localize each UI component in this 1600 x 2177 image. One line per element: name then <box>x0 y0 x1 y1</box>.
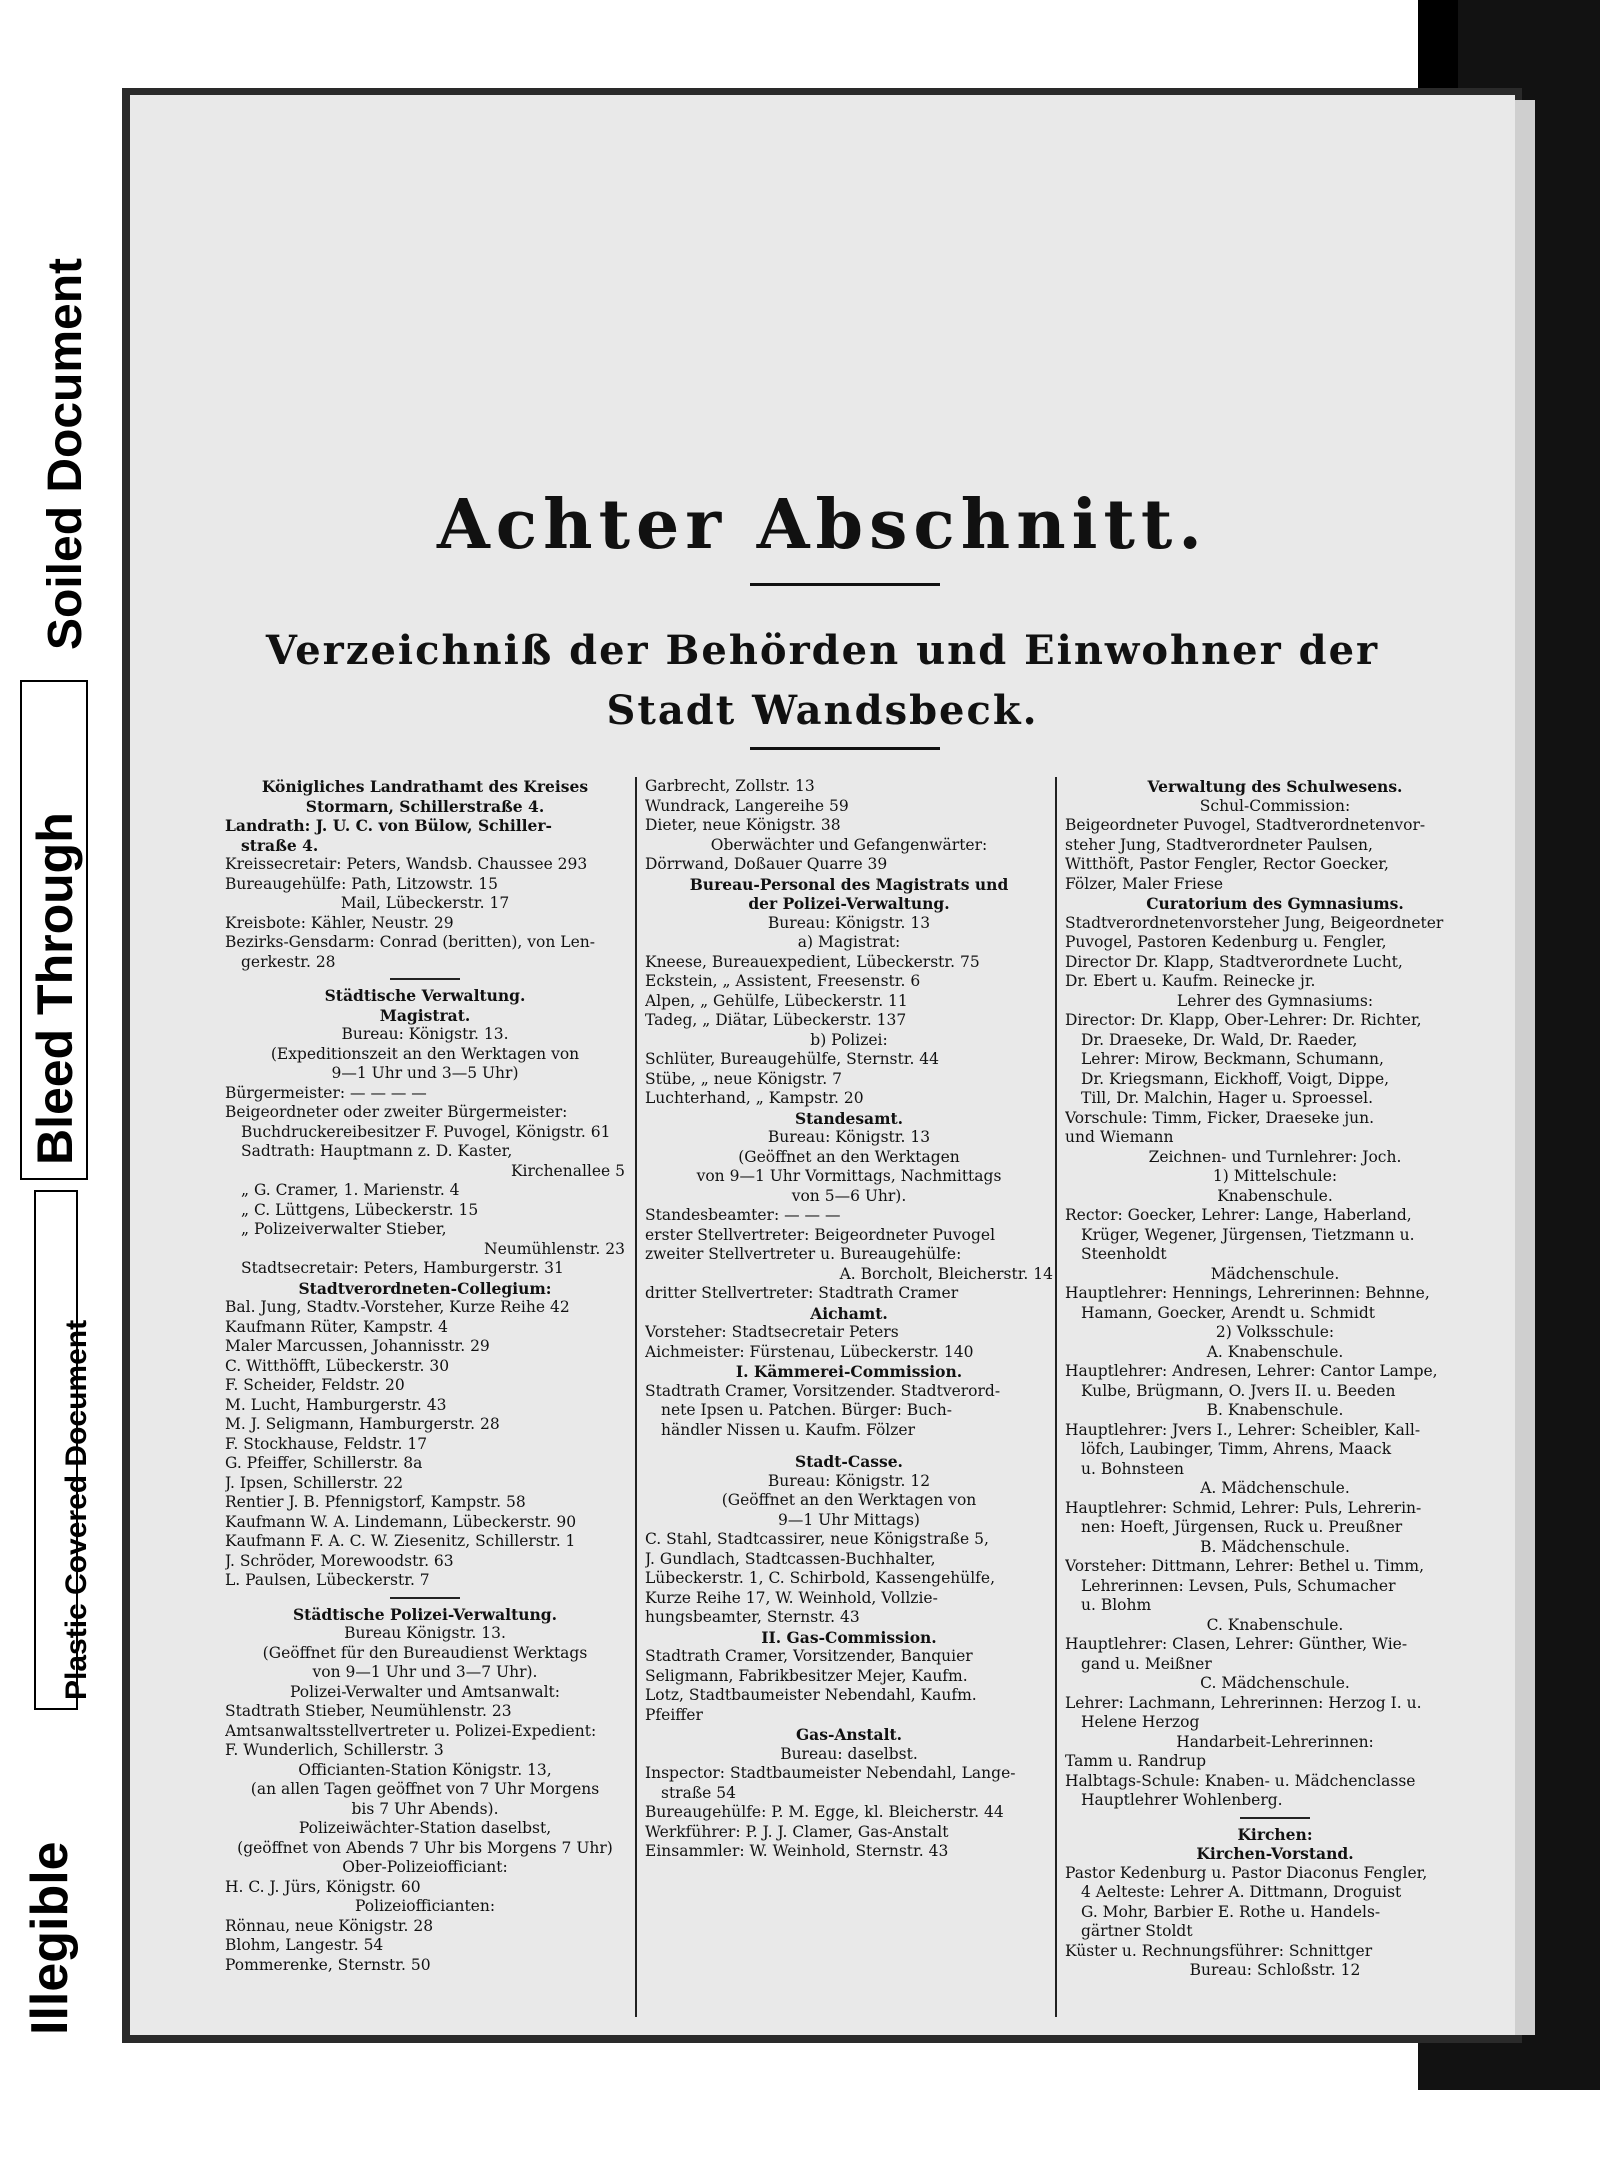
directory-entry: Wundrack, Langereihe 59 <box>645 796 849 815</box>
directory-entry: Witthöft, Pastor Fengler, Rector Goecker, <box>1065 855 1389 873</box>
directory-entry: Stübe, „ neue Königstr. 7 <box>645 1069 842 1088</box>
directory-entry: Hauptlehrer Wohlenberg. <box>1081 1791 1283 1809</box>
directory-entry: „ Polizeiverwalter Stieber, <box>241 1220 447 1238</box>
directory-entry: Kreisbote: Kähler, Neustr. 29 <box>225 913 454 932</box>
stamp-bleed-through: Bleed Through <box>27 812 83 1165</box>
directory-entry: B. Knabenschule. <box>1206 1401 1344 1419</box>
directory-entry: (an allen Tagen geöffnet von 7 Uhr Morgens <box>250 1780 600 1798</box>
directory-entry: Kaufmann Rüter, Kampstr. 4 <box>225 1317 449 1336</box>
directory-entry: Krüger, Wegener, Jürgensen, Tietzmann u. <box>1081 1225 1415 1244</box>
directory-entry: A. Mädchenschule. <box>1200 1479 1350 1497</box>
directory-entry: J. Ipsen, Schillerstr. 22 <box>225 1473 404 1492</box>
directory-heading: Stormarn, Schillerstraße 4. <box>305 796 545 816</box>
directory-entry: Bureau: Königstr. 13 <box>767 1128 931 1146</box>
directory-entry: gärtner Stoldt <box>1081 1922 1193 1940</box>
directory-entry: Stadtrath Stieber, Neumühlenstr. 23 <box>225 1702 512 1720</box>
directory-entry: 4 Aelteste: Lehrer A. Dittmann, Droguist <box>1081 1883 1402 1901</box>
section-rule <box>390 978 460 980</box>
directory-entry: Pastor Kedenburg u. Pastor Diaconus Fengler, <box>1065 1863 1428 1882</box>
directory-entry: G. Mohr, Barbier E. Rothe u. Handels- <box>1081 1902 1381 1921</box>
directory-heading: Kirchen: <box>1237 1824 1313 1844</box>
directory-entry: Bürgermeister: — — — — <box>225 1083 427 1102</box>
directory-entry: „ G. Cramer, 1. Marienstr. 4 <box>241 1181 460 1199</box>
directory-entry: Sadtrath: Hauptmann z. D. Kaster, <box>241 1142 513 1160</box>
directory-entry: M. J. Seligmann, Hamburgerstr. 28 <box>225 1415 500 1433</box>
directory-entry: G. Pfeiffer, Schillerstr. 8a <box>225 1454 423 1472</box>
stamp-soiled-document: Soiled Document <box>39 257 92 650</box>
directory-entry: Hauptlehrer: Hennings, Lehrerinnen: Behnne, <box>1065 1284 1430 1302</box>
directory-entry: Dr. Kriegsmann, Eickhoff, Voigt, Dippe, <box>1081 1069 1390 1088</box>
directory-entry: nete Ipsen u. Patchen. Bürger: Buch- <box>661 1401 952 1419</box>
directory-entry: Puvogel, Pastoren Kedenburg u. Fengler, <box>1065 933 1387 951</box>
directory-entry: Garbrecht, Zollstr. 13 <box>645 777 815 795</box>
directory-entry: von 9—1 Uhr Vormittags, Nachmittags <box>696 1167 1002 1185</box>
directory-entry: Hamann, Goecker, Arendt u. Schmidt <box>1081 1303 1375 1322</box>
directory-entry: Rönnau, neue Königstr. 28 <box>225 1916 434 1935</box>
subtitle-line-2: Stadt Wandsbeck. <box>606 687 1039 734</box>
directory-entry: straße 4. <box>241 835 319 855</box>
directory-entry: C. Knabenschule. <box>1206 1615 1344 1634</box>
directory-entry: dritter Stellvertreter: Stadtrath Cramer <box>645 1284 959 1302</box>
directory-entry: Rector: Goecker, Lehrer: Lange, Haberland, <box>1065 1206 1412 1224</box>
directory-heading: Curatorium des Gymnasiums. <box>1146 894 1404 913</box>
directory-entry: Helene Herzog <box>1081 1713 1200 1731</box>
scan-stamp-strip <box>0 0 100 2177</box>
directory-entry: Bureaugehülfe: Path, Litzowstr. 15 <box>225 874 499 893</box>
directory-entry: 1) Mittelschule: <box>1212 1167 1338 1185</box>
directory-entry: 9—1 Uhr Mittags) <box>778 1510 920 1529</box>
directory-entry: (Geöffnet an den Werktagen von <box>721 1491 977 1509</box>
directory-entry: (geöffnet von Abends 7 Uhr bis Morgens 7 Uhr) <box>237 1838 613 1857</box>
directory-entry: von 5—6 Uhr). <box>791 1186 907 1205</box>
directory-entry: Stadtverordnetenvorsteher Jung, Beigeordneter <box>1065 913 1444 932</box>
directory-heading: Städtische Polizei-Verwaltung. <box>292 1604 558 1624</box>
page-fold-shadow <box>1515 100 1535 2035</box>
directory-entry: F. Wunderlich, Schillerstr. 3 <box>225 1741 444 1759</box>
directory-entry: händler Nissen u. Kaufm. Fölzer <box>661 1420 915 1439</box>
directory-entry: Bezirks-Gensdarm: Conrad (beritten), von Len- <box>225 933 595 951</box>
directory-entry: gand u. Meißner <box>1081 1654 1212 1673</box>
directory-entry: Lehrer des Gymnasiums: <box>1176 991 1374 1010</box>
directory-entry: Handarbeit-Lehrerinnen: <box>1176 1732 1374 1751</box>
directory-entry: Landrath: J. U. C. von Bülow, Schiller- <box>225 816 552 835</box>
directory-entry: b) Polizei: <box>810 1030 888 1049</box>
directory-entry: J. Schröder, Morewoodstr. 63 <box>225 1551 454 1570</box>
directory-entry: (Geöffnet an den Werktagen <box>738 1147 960 1166</box>
directory-entry: Kaufmann F. A. C. W. Ziesenitz, Schillerstr. 1 <box>225 1532 576 1550</box>
column-divider <box>635 777 637 2017</box>
directory-entry: Neumühlenstr. 23 <box>484 1239 625 1258</box>
directory-entry: bis 7 Uhr Abends). <box>351 1799 499 1818</box>
directory-entry: L. Paulsen, Lübeckerstr. 7 <box>225 1571 430 1589</box>
directory-entry: Inspector: Stadtbaumeister Nebendahl, Lange- <box>645 1764 1016 1782</box>
directory-entry: F. Scheider, Feldstr. 20 <box>225 1376 405 1394</box>
directory-entry: Vorschule: Timm, Ficker, Draeseke jun. <box>1065 1108 1375 1127</box>
subtitle-line-1: Verzeichniß der Behörden und Einwohner der <box>265 627 1380 674</box>
spacer <box>645 1440 1053 1452</box>
directory-entry: Lotz, Stadtbaumeister Nebendahl, Kaufm. <box>645 1686 977 1704</box>
directory-entry: Stadtrath Cramer, Vorsitzender. Stadtverord- <box>645 1381 1001 1400</box>
directory-entry: 2) Volksschule: <box>1215 1323 1335 1341</box>
directory-entry: Bureau: Königstr. 13. <box>341 1025 509 1043</box>
directory-entry: Rentier J. B. Pfennigstorf, Kampstr. 58 <box>225 1493 526 1511</box>
directory-entry: Einsammler: W. Weinhold, Sternstr. 43 <box>645 1842 949 1860</box>
directory-entry: Lehrer: Lachmann, Lehrerinnen: Herzog I. u. <box>1065 1693 1422 1712</box>
directory-entry: Bureau Königstr. 13. <box>344 1624 506 1642</box>
directory-heading: Stadtverordneten-Collegium: <box>298 1278 552 1298</box>
directory-entry: C. Witthöfft, Lübeckerstr. 30 <box>225 1356 450 1375</box>
directory-heading: Kirchen-Vorstand. <box>1196 1844 1354 1863</box>
directory-entry: gerkestr. 28 <box>241 952 336 971</box>
directory-heading: Königliches Landrathamt des Kreises <box>261 777 589 796</box>
directory-entry: Amtsanwaltsstellvertreter u. Polizei-Expedient: <box>225 1721 597 1740</box>
directory-entry: Lehrerinnen: Levsen, Puls, Schumacher <box>1081 1576 1396 1595</box>
directory-entry: Bureau: Schloßstr. 12 <box>1189 1961 1361 1979</box>
directory-entry: 9—1 Uhr und 3—5 Uhr) <box>331 1064 519 1082</box>
directory-entry: Lehrer: Mirow, Beckmann, Schumann, <box>1081 1050 1384 1068</box>
directory-entry: Dr. Draeseke, Dr. Wald, Dr. Raeder, <box>1081 1030 1358 1049</box>
directory-entry: Polizeiofficianten: <box>354 1897 496 1915</box>
directory-entry: A. Borcholt, Bleicherstr. 14 <box>839 1264 1053 1283</box>
directory-entry: Tadeg, „ Diätar, Lübeckerstr. 137 <box>645 1011 907 1029</box>
directory-entry: Stadtrath Cramer, Vorsitzender, Banquier <box>645 1647 973 1665</box>
directory-entry: „ C. Lüttgens, Lübeckerstr. 15 <box>241 1200 479 1219</box>
directory-entry: Fölzer, Maler Friese <box>1065 874 1224 893</box>
directory-entry: steher Jung, Stadtverordneter Paulsen, <box>1065 835 1373 854</box>
directory-entry: von 9—1 Uhr und 3—7 Uhr). <box>312 1663 538 1681</box>
directory-entry: Dörrwand, Doßauer Quarre 39 <box>645 855 888 873</box>
directory-entry: Standesbeamter: — — — <box>645 1206 841 1224</box>
directory-entry: hungsbeamter, Sternstr. 43 <box>645 1608 860 1626</box>
directory-entry: Vorsteher: Dittmann, Lehrer: Bethel u. Timm, <box>1065 1557 1425 1575</box>
directory-heading: I. Kämmerei-Commission. <box>735 1362 963 1381</box>
directory-entry: Bureau: Königstr. 12 <box>767 1471 931 1490</box>
directory-entry: Steenholdt <box>1081 1245 1167 1263</box>
directory-entry: F. Stockhause, Feldstr. 17 <box>225 1434 428 1453</box>
section-rule <box>1240 1817 1310 1819</box>
directory-entry: Oberwächter und Gefangenwärter: <box>710 835 988 854</box>
directory-entry: Lübeckerstr. 1, C. Schirbold, Kassengehülfe, <box>645 1569 996 1587</box>
directory-entry: Kirchenallee 5 <box>510 1161 625 1180</box>
directory-entry: Schlüter, Bureaugehülfe, Sternstr. 44 <box>645 1050 940 1068</box>
column-3 <box>1065 777 1485 1995</box>
stamp-plastic-covered: Plastic Covered Document <box>60 1319 93 1700</box>
directory-entry: Mädchenschule. <box>1210 1264 1340 1283</box>
directory-entry: Beigeordneter Puvogel, Stadtverordnetenvor- <box>1065 816 1426 834</box>
directory-entry: u. Bohnsteen <box>1081 1459 1185 1478</box>
directory-heading: der Polizei-Verwaltung. <box>748 894 950 913</box>
directory-entry: Maler Marcussen, Johannisstr. 29 <box>225 1337 490 1355</box>
directory-entry: Pommerenke, Sternstr. 50 <box>225 1955 431 1974</box>
directory-entry: Ober-Polizeiofficiant: <box>342 1858 508 1876</box>
directory-entry: Küster u. Rechnungsführer: Schnittger <box>1065 1941 1373 1960</box>
directory-entry: Halbtags-Schule: Knaben- u. Mädchenclasse <box>1065 1771 1416 1790</box>
directory-entry: (Expeditionszeit an den Werktagen von <box>270 1044 580 1063</box>
directory-entry: Luchterhand, „ Kampstr. 20 <box>645 1089 864 1107</box>
directory-entry: Werkführer: P. J. J. Clamer, Gas-Anstalt <box>645 1822 949 1841</box>
scan-corner-block <box>1418 0 1458 95</box>
directory-entry: Blohm, Langestr. 54 <box>225 1936 384 1954</box>
directory-entry: M. Lucht, Hamburgerstr. 43 <box>225 1395 447 1414</box>
section-rule <box>390 1597 460 1599</box>
directory-entry: Polizei-Verwalter und Amtsanwalt: <box>289 1682 561 1701</box>
directory-entry: Bal. Jung, Stadtv.-Vorsteher, Kurze Reihe 42 <box>225 1298 570 1316</box>
directory-entry: Aichmeister: Fürstenau, Lübeckerstr. 140 <box>645 1342 974 1361</box>
directory-entry: Stadtsecretair: Peters, Hamburgerstr. 31 <box>241 1259 564 1277</box>
directory-entry: Zeichnen- und Turnlehrer: Joch. <box>1148 1147 1402 1166</box>
directory-entry: erster Stellvertreter: Beigeordneter Puvogel <box>645 1225 996 1244</box>
directory-entry: J. Gundlach, Stadtcassen-Buchhalter, <box>645 1549 936 1568</box>
directory-entry: H. C. J. Jürs, Königstr. 60 <box>225 1877 421 1896</box>
directory-entry: und Wiemann <box>1065 1128 1174 1146</box>
document-page <box>130 95 1515 2035</box>
directory-heading: Bureau-Personal des Magistrats und <box>689 874 1009 894</box>
section-title: Achter Abschnitt. <box>437 485 1208 565</box>
directory-entry: Dr. Ebert u. Kaufm. Reinecke jr. <box>1065 972 1316 990</box>
directory-entry: B. Mädchenschule. <box>1200 1537 1350 1556</box>
directory-entry: nen: Hoeft, Jürgensen, Ruck u. Preußner <box>1081 1518 1403 1536</box>
directory-heading: Verwaltung des Schulwesens. <box>1147 777 1403 796</box>
stamp-illegible: Illegible <box>21 1841 79 2035</box>
directory-entry: Kulbe, Brügmann, O. Jvers II. u. Beeden <box>1081 1381 1396 1400</box>
directory-entry: Mail, Lübeckerstr. 17 <box>340 894 510 912</box>
directory-entry: Bureau: Königstr. 13 <box>767 913 931 932</box>
directory-entry: Tamm u. Randrup <box>1065 1752 1207 1770</box>
directory-entry: Officianten-Station Königstr. 13, <box>298 1760 552 1779</box>
directory-entry: Vorsteher: Stadtsecretair Peters <box>645 1323 899 1341</box>
directory-entry: C. Stahl, Stadtcassirer, neue Königstraße 5, <box>645 1530 989 1548</box>
directory-entry: Kneese, Bureauexpedient, Lübeckerstr. 75 <box>645 952 980 971</box>
directory-entry: Bureau: daselbst. <box>780 1744 918 1763</box>
directory-entry: Hauptlehrer: Clasen, Lehrer: Günther, Wie- <box>1065 1635 1408 1653</box>
directory-entry: löfch, Laubinger, Timm, Ahrens, Maack <box>1081 1440 1392 1458</box>
directory-entry: Polizeiwächter-Station daselbst, <box>298 1819 552 1837</box>
directory-entry: Kurze Reihe 17, W. Weinhold, Vollzie- <box>645 1588 938 1607</box>
directory-entry: Till, Dr. Malchin, Hager u. Sproessel. <box>1081 1089 1374 1107</box>
directory-entry: A. Knabenschule. <box>1206 1342 1344 1361</box>
directory-entry: Knabenschule. <box>1217 1186 1333 1205</box>
directory-entry: Seligmann, Fabrikbesitzer Mejer, Kaufm. <box>645 1666 968 1685</box>
directory-entry: Pfeiffer <box>645 1705 703 1724</box>
directory-heading: Gas-Anstalt. <box>795 1725 903 1744</box>
directory-entry: Hauptlehrer: Jvers I., Lehrer: Scheibler, Kall- <box>1065 1420 1421 1439</box>
directory-entry: a) Magistrat: <box>797 933 901 951</box>
directory-entry: u. Blohm <box>1081 1596 1152 1614</box>
directory-entry: zweiter Stellvertreter u. Bureaugehülfe: <box>645 1245 962 1263</box>
directory-entry: straße 54 <box>661 1783 737 1802</box>
directory-entry: Beigeordneter oder zweiter Bürgermeister: <box>225 1103 568 1121</box>
directory-entry: Buchdruckereibesitzer F. Puvogel, Königstr. 61 <box>241 1122 611 1141</box>
directory-entry: Kreissecretair: Peters, Wandsb. Chaussee 293 <box>225 855 588 873</box>
directory-heading: Stadt-Casse. <box>795 1452 903 1471</box>
directory-entry: C. Mädchenschule. <box>1200 1674 1350 1692</box>
directory-entry: Bureaugehülfe: P. M. Egge, kl. Bleicherstr. 44 <box>645 1803 1004 1821</box>
column-divider <box>1055 777 1057 2017</box>
directory-heading: Standesamt. <box>794 1108 904 1128</box>
directory-heading: Städtische Verwaltung. <box>324 986 526 1005</box>
directory-entry: Dieter, neue Königstr. 38 <box>645 816 841 834</box>
directory-heading: Aichamt. <box>810 1303 888 1323</box>
directory-entry: Kaufmann W. A. Lindemann, Lübeckerstr. 90 <box>225 1512 577 1531</box>
directory-entry: Schul-Commission: <box>1199 796 1351 815</box>
subtitle-rule <box>750 747 940 750</box>
directory-entry: Director: Dr. Klapp, Ober-Lehrer: Dr. Richter, <box>1065 1011 1422 1029</box>
directory-entry: (Geöffnet für den Bureaudienst Werktags <box>262 1643 588 1662</box>
directory-entry: Eckstein, „ Assistent, Freesenstr. 6 <box>645 972 921 990</box>
column-2 <box>645 777 1053 1995</box>
directory-heading: Magistrat. <box>379 1005 471 1025</box>
title-rule <box>750 583 940 586</box>
directory-heading: II. Gas-Commission. <box>761 1627 937 1647</box>
directory-entry: Director Dr. Klapp, Stadtverordnete Lucht, <box>1065 952 1403 971</box>
directory-entry: Hauptlehrer: Andresen, Lehrer: Cantor Lampe, <box>1065 1362 1438 1380</box>
directory-entry: Hauptlehrer: Schmid, Lehrer: Puls, Lehrerin- <box>1065 1498 1422 1517</box>
directory-entry: Alpen, „ Gehülfe, Lübeckerstr. 11 <box>645 991 908 1010</box>
column-1 <box>225 777 625 1995</box>
